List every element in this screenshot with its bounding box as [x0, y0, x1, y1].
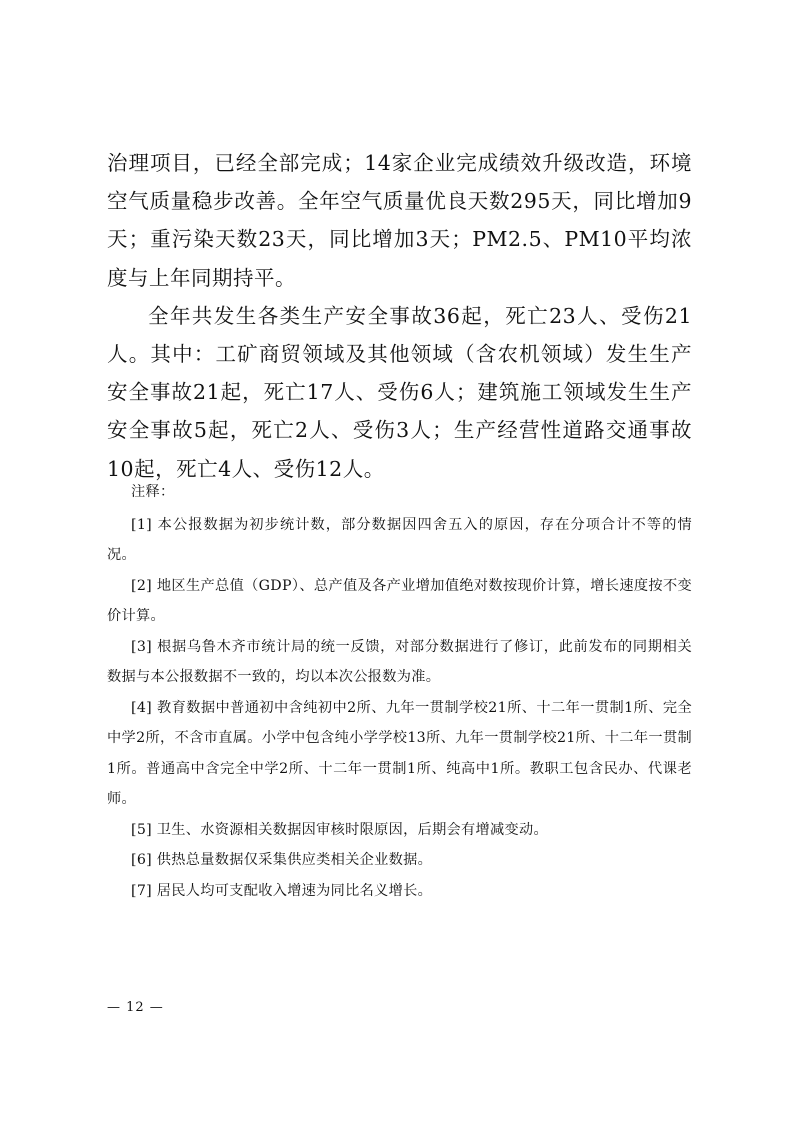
paragraph-air-quality: 治理项目，已经全部完成；14家企业完成绩效升级改造，环境空气质量稳步改善。全年空气质量优良天数295天，同比增加9天；重污染天数23天，同比增加3天；PM2.5、PM10平均浓度与上年同期持平。	[107, 151, 692, 290]
note-1: [1] 本公报数据为初步统计数，部分数据因四舍五入的原因，存在分项合计不等的情况。	[107, 516, 692, 563]
note-6: [6] 供热总量数据仅采集供应类相关企业数据。	[131, 852, 433, 868]
paragraph-safety-accidents: 全年共发生各类生产安全事故36起，死亡23人、受伤21人。其中：工矿商贸领域及其他领域（含农机领域）发生生产安全事故21起，死亡17人、受伤6人；建筑施工领域发生生产安全事故5起，死亡2人、受伤3人；生产经营性道路交通事故10起，死亡4人、受伤12人。	[107, 303, 692, 481]
note-5: [5] 卫生、水资源相关数据因审核时限原因，后期会有增减变动。	[131, 821, 548, 838]
notes-section	[107, 477, 692, 906]
note-2: [2] 地区生产总值（GDP）、总产值及各产业增加值绝对数按现价计算，增长速度按不变价计算。	[107, 577, 692, 624]
page-number: — 12 —	[107, 1000, 164, 1015]
note-3: [3] 根据乌鲁木齐市统计局的统一反馈，对部分数据进行了修订，此前发布的同期相关数据与本公报数据不一致的，均以本次公报数为准。	[107, 638, 692, 685]
note-7: [7] 居民人均可支配收入增速为同比名义增长。	[131, 882, 433, 899]
body-text	[107, 144, 692, 488]
note-4: [4] 教育数据中普通初中含纯初中2所、九年一贯制学校21所、十二年一贯制1所、完全中学2所，不含市直属。小学中包含纯小学学校13所、九年一贯制学校21所、十二年一贯制1所。普通高中含完全中学2所、十二年一贯制1所、纯高中1所。教职工包含民办、代课老师。	[107, 699, 692, 807]
notes-heading: 注释：	[131, 484, 175, 500]
